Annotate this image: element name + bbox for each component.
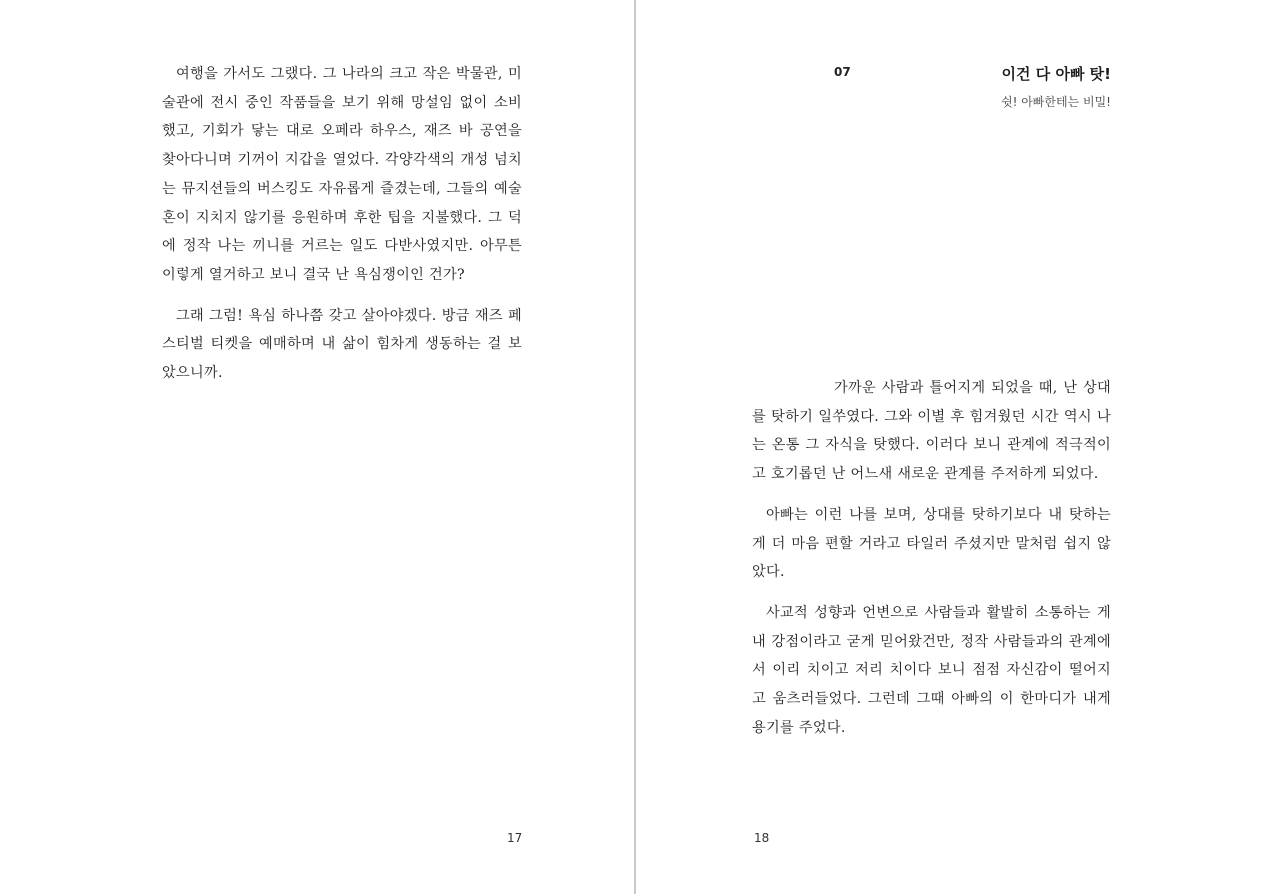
left-page-body (162, 60, 522, 400)
body-paragraph: 사교적 성향과 언변으로 사람들과 활발히 소통하는 게 내 강점이라고 굳게 믿어왔건만, 정작 사람들과의 관계에서 이리 치이고 저리 치이다 보니 점점 자신감이 떨어지고 움츠러들었다. 그런데 그때 아빠의 이 한마디가 내게 용기를 주었다. (752, 604, 1111, 736)
body-paragraph: 그래 그럼! 욕심 하나쯤 갖고 살아야겠다. 방금 재즈 페스티벌 티켓을 예매하며 내 삶이 힘차게 생동하는 걸 보았으니까. (162, 307, 522, 382)
page-number: 18 (754, 831, 770, 845)
body-paragraph: 아빠는 이런 나를 보며, 상대를 탓하기보다 내 탓하는 게 더 마음 편할 거라고 타일러 주셨지만 말처럼 쉽지 않았다. (752, 506, 1111, 581)
left-page (0, 0, 634, 894)
chapter-number: 07 (834, 65, 851, 79)
chapter-subtitle: 쉿! 아빠한테는 비밀! (1001, 95, 1111, 109)
right-page-body (752, 374, 1111, 754)
right-page (636, 0, 1272, 894)
chapter-title: 이건 다 아빠 탓! (1001, 65, 1111, 83)
body-paragraph: 여행을 가서도 그랬다. 그 나라의 크고 작은 박물관, 미술관에 전시 중인 작품들을 보기 위해 망설임 없이 소비했고, 기회가 닿는 대로 오페라 하우스, 재즈 바 공연을 찾아다니며 기꺼이 지갑을 열었다. 각양각색의 개성 넘치는 뮤지션들의 버스킹도 자유롭게 즐겼는데, 그들의 예술혼이 지치지 않기를 응원하며 후한 팁을 지불했다. 그 덕에 정작 나는 끼니를 거르는 일도 다반사였지만. 아무튼 이렇게 열거하고 보니 결국 난 욕심쟁이인 건가? (162, 66, 522, 283)
page-number: 17 (507, 831, 523, 845)
body-paragraph: 가까운 사람과 틀어지게 되었을 때, 난 상대를 탓하기 일쑤였다. 그와 이별 후 힘겨웠던 시간 역시 나는 온통 그 자식을 탓했다. 이러다 보니 관계에 적극적이고 호기롭던 난 어느새 새로운 관계를 주저하게 되었다. (752, 380, 1111, 483)
